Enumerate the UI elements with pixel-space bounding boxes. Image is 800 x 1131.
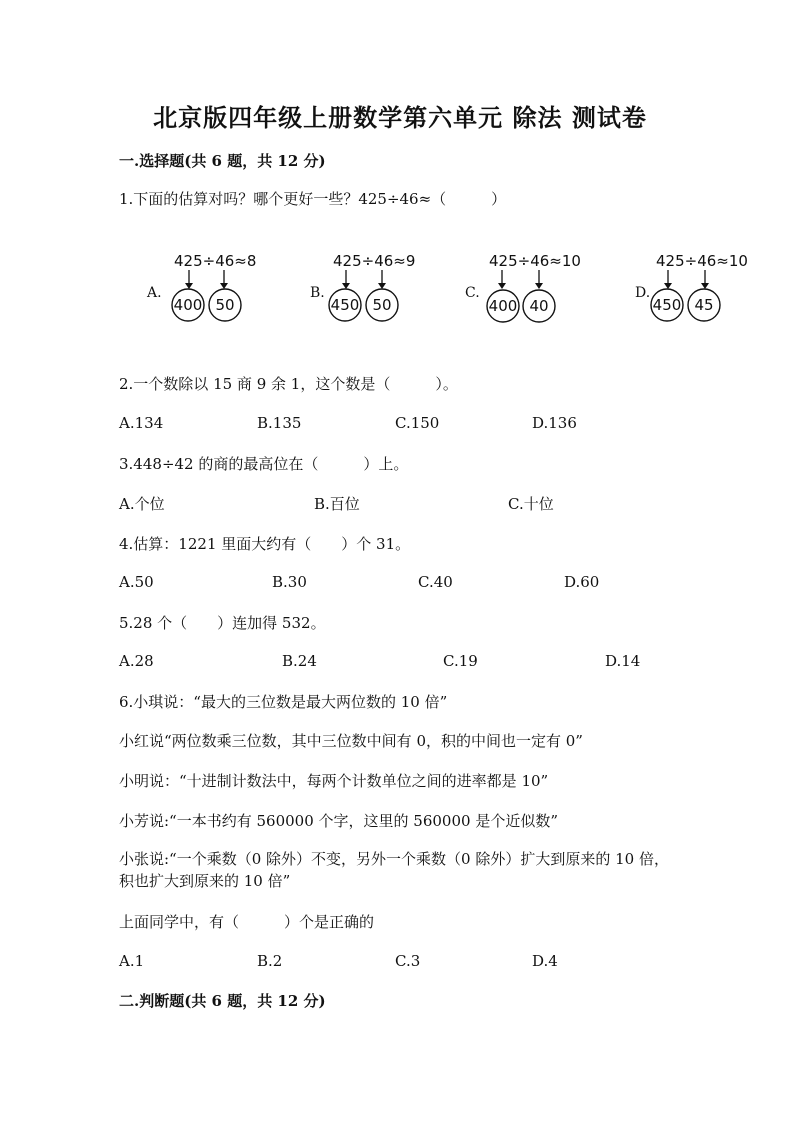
question-6-line-4: 小芳说:“一本书约有 560000 个字，这里的 560000 是个近似数” [119, 812, 558, 830]
question-4: 4.估算：1221 里面大约有（ ）个 31。 [119, 535, 411, 553]
q1-option-c-diagram [462, 248, 602, 332]
question-6-line-3: 小明说：“十进制计数法中，每两个计数单位之间的进率都是 10” [119, 772, 549, 790]
q2-option-d[interactable]: D.136 [532, 414, 577, 432]
question-1: 1.下面的估算对吗？哪个更好一些？425÷46≈（ ） [119, 190, 507, 208]
q1-option-c-expr: 425÷46≈10 [489, 252, 581, 270]
question-3: 3.448÷42 的商的最高位在（ ）上。 [119, 455, 409, 473]
q1-option-d-diagram [631, 248, 771, 332]
q1-c-circle-1-value: 400 [488, 297, 518, 315]
q1-b-circle-2-value: 50 [372, 296, 392, 314]
q1-b-circle-1-value: 450 [330, 296, 360, 314]
q4-option-c[interactable]: C.40 [418, 573, 453, 591]
question-2: 2.一个数除以 15 商 9 余 1，这个数是（ ）。 [119, 375, 458, 393]
question-6-line-5: 小张说:“一个乘数（0 除外）不变，另外一个乘数（0 除外）扩大到原来的 10 倍，积也扩大到原来的 10 倍” [119, 850, 669, 890]
q3-option-c[interactable]: C.十位 [508, 495, 554, 513]
question-5: 5.28 个（ ）连加得 532。 [119, 614, 326, 632]
q1-a-circle-1-value: 400 [173, 296, 203, 314]
q6-option-a[interactable]: A.1 [119, 952, 145, 970]
q1-option-d-expr: 425÷46≈10 [656, 252, 748, 270]
q1-option-b-label: B. [310, 285, 325, 301]
question-6-line-2: 小红说“两位数乘三位数，其中三位数中间有 0，积的中间也一定有 0” [119, 732, 583, 750]
question-6-line-6: 上面同学中，有（ ）个是正确的 [119, 913, 375, 931]
q3-option-b[interactable]: B.百位 [314, 495, 360, 513]
q1-option-a-expr: 425÷46≈8 [174, 252, 257, 270]
q5-option-c[interactable]: C.19 [443, 652, 478, 670]
section-heading-judgement: 二.判断题(共 6 题，共 12 分) [119, 992, 326, 1010]
q1-option-c-label: C. [465, 285, 480, 301]
q3-option-a[interactable]: A.个位 [119, 495, 165, 513]
q6-option-c[interactable]: C.3 [395, 952, 421, 970]
q1-option-b-expr: 425÷46≈9 [333, 252, 416, 270]
q6-option-b[interactable]: B.2 [257, 952, 283, 970]
q2-option-b[interactable]: B.135 [257, 414, 302, 432]
q1-a-circle-2-value: 50 [215, 296, 235, 314]
q2-option-a[interactable]: A.134 [119, 414, 164, 432]
q5-option-a[interactable]: A.28 [119, 652, 154, 670]
q1-d-circle-1-value: 450 [652, 296, 682, 314]
q1-c-circle-2-value: 40 [529, 297, 549, 315]
q1-option-b-diagram [305, 248, 435, 332]
q5-option-d[interactable]: D.14 [605, 652, 641, 670]
question-6-line-1: 6.小琪说：“最大的三位数是最大两位数的 10 倍” [119, 693, 448, 711]
q1-option-a-label: A. [147, 285, 162, 301]
q1-d-circle-2-value: 45 [694, 296, 714, 314]
q4-option-a[interactable]: A.50 [119, 573, 154, 591]
page-title: 北京版四年级上册数学第六单元 除法 测试卷 [153, 103, 647, 132]
q4-option-d[interactable]: D.60 [564, 573, 600, 591]
q1-option-d-label: D. [635, 285, 651, 301]
q4-option-b[interactable]: B.30 [272, 573, 307, 591]
q6-option-d[interactable]: D.4 [532, 952, 558, 970]
q2-option-c[interactable]: C.150 [395, 414, 440, 432]
q5-option-b[interactable]: B.24 [282, 652, 317, 670]
section-heading-choice: 一.选择题(共 6 题，共 12 分) [119, 152, 326, 170]
q1-option-a-diagram [142, 248, 272, 332]
